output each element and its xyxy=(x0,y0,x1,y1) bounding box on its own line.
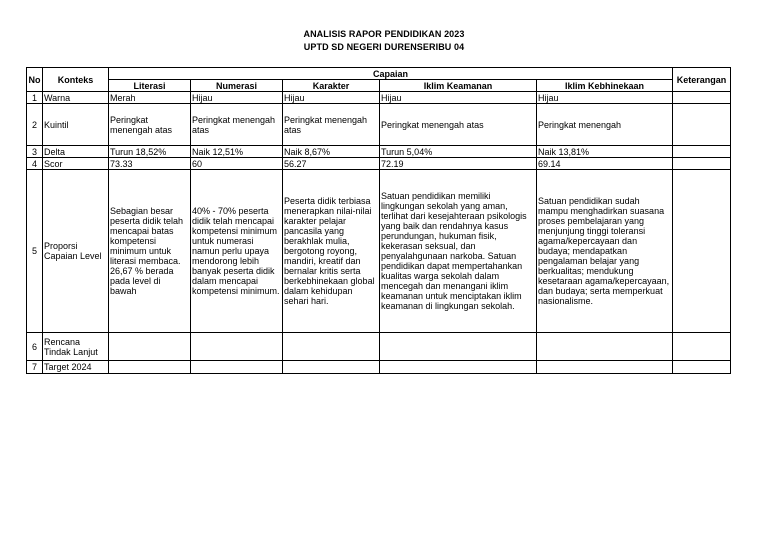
cell-numerasi: Naik 12,51% xyxy=(191,146,283,158)
cell-iklim-kebhinekaan: 69.14 xyxy=(537,158,673,170)
cell-iklim-kebhinekaan xyxy=(537,333,673,361)
cell-keterangan xyxy=(673,104,731,146)
table-row xyxy=(27,158,731,170)
cell-iklim-kebhinekaan: Hijau xyxy=(537,92,673,104)
cell-karakter: Peringkat menengah atas xyxy=(283,104,380,146)
cell-numerasi: Peringkat menengah atas xyxy=(191,104,283,146)
header-no: No xyxy=(27,68,43,92)
table-row xyxy=(27,104,731,146)
row-konteks: Proporsi Capaian Level xyxy=(43,170,109,333)
row-konteks: Rencana Tindak Lanjut xyxy=(43,333,109,361)
cell-iklim-keamanan xyxy=(380,361,537,374)
table-row xyxy=(27,361,731,374)
cell-literasi: Peringkat menengah atas xyxy=(109,104,191,146)
header-karakter: Karakter xyxy=(283,80,380,92)
cell-keterangan xyxy=(673,92,731,104)
cell-numerasi xyxy=(191,361,283,374)
cell-literasi xyxy=(109,333,191,361)
cell-iklim-keamanan: Hijau xyxy=(380,92,537,104)
row-konteks: Scor xyxy=(43,158,109,170)
cell-keterangan xyxy=(673,170,731,333)
cell-karakter xyxy=(283,333,380,361)
cell-karakter: 56.27 xyxy=(283,158,380,170)
report-title: ANALISIS RAPOR PENDIDIKAN 2023 xyxy=(303,29,465,39)
cell-numerasi: Hijau xyxy=(191,92,283,104)
row-no: 3 xyxy=(27,146,43,158)
header-iklim-keamanan: Iklim Keamanan xyxy=(380,80,537,92)
header-iklim-kebhinekaan: Iklim Kebhinekaan xyxy=(537,80,673,92)
cell-iklim-keamanan: Peringkat menengah atas xyxy=(380,104,537,146)
cell-literasi: 73.33 xyxy=(109,158,191,170)
cell-karakter: Peserta didik terbiasa menerapkan nilai-nilai karakter pelajar pancasila yang berakhlak mulia, bergotong royong, mandiri, kreatif dan bernalar kritis serta berkebhinekaan global dalam kehidupan sehari hari. xyxy=(283,170,380,333)
cell-karakter: Naik 8,67% xyxy=(283,146,380,158)
header-konteks: Konteks xyxy=(43,68,109,92)
cell-iklim-kebhinekaan: Naik 13,81% xyxy=(537,146,673,158)
cell-iklim-kebhinekaan: Peringkat menengah xyxy=(537,104,673,146)
cell-iklim-keamanan: Turun 5,04% xyxy=(380,146,537,158)
header-numerasi: Numerasi xyxy=(191,80,283,92)
cell-numerasi xyxy=(191,333,283,361)
cell-literasi xyxy=(109,361,191,374)
school-name: UPTD SD NEGERI DURENSERIBU 04 xyxy=(303,42,465,52)
row-no: 1 xyxy=(27,92,43,104)
table-row xyxy=(27,170,731,333)
table-subheader-row xyxy=(27,80,731,92)
cell-keterangan xyxy=(673,361,731,374)
row-konteks: Delta xyxy=(43,146,109,158)
cell-iklim-keamanan xyxy=(380,333,537,361)
cell-literasi: Merah xyxy=(109,92,191,104)
table-row xyxy=(27,146,731,158)
cell-keterangan xyxy=(673,158,731,170)
row-no: 5 xyxy=(27,170,43,333)
cell-karakter: Hijau xyxy=(283,92,380,104)
table-header-row xyxy=(27,68,731,80)
header-keterangan: Keterangan xyxy=(673,68,731,92)
row-konteks: Target 2024 xyxy=(43,361,109,374)
cell-iklim-keamanan: 72.19 xyxy=(380,158,537,170)
header-literasi: Literasi xyxy=(109,80,191,92)
row-no: 4 xyxy=(27,158,43,170)
cell-iklim-kebhinekaan: Satuan pendidikan sudah mampu menghadirkan suasana proses pembelajaran yang menjunjung tinggi toleransi agama/kepercayaan dan budaya; mendapatkan pengalaman belajar yang berkualitas; mendukung kesetaraan agama/kepercayaan, dan budaya; serta memperkuat nasionalisme. xyxy=(537,170,673,333)
header-capaian: Capaian xyxy=(109,68,673,80)
report-header xyxy=(0,28,768,54)
cell-keterangan xyxy=(673,333,731,361)
cell-iklim-keamanan: Satuan pendidikan memiliki lingkungan sekolah yang aman, terlihat dari kesejahteraan psikologis yang baik dan rendahnya kasus perundungan, hukuman fisik, kekerasan seksual, dan penyalahgunaan narkoba. Satuan pendidikan dapat mempertahankan kualitas warga sekolah dalam mencegah dan menangani iklim keamanan untuk menciptakan iklim keamanan di lingkungan sekolah. xyxy=(380,170,537,333)
report-table xyxy=(26,67,731,374)
row-no: 7 xyxy=(27,361,43,374)
table-row xyxy=(27,333,731,361)
cell-literasi: Sebagian besar peserta didik telah mencapai batas kompetensi minimum untuk literasi membaca. 26,67 % berada pada level di bawah xyxy=(109,170,191,333)
row-no: 2 xyxy=(27,104,43,146)
cell-literasi: Turun 18,52% xyxy=(109,146,191,158)
row-no: 6 xyxy=(27,333,43,361)
cell-keterangan xyxy=(673,146,731,158)
table-row xyxy=(27,92,731,104)
row-konteks: Warna xyxy=(43,92,109,104)
row-konteks: Kuintil xyxy=(43,104,109,146)
cell-numerasi: 40% - 70% peserta didik telah mencapai kompetensi minimum untuk numerasi namun perlu upaya mendorong lebih banyak peserta didik dalam mencapai kompetensi minimum. xyxy=(191,170,283,333)
cell-iklim-kebhinekaan xyxy=(537,361,673,374)
cell-karakter xyxy=(283,361,380,374)
cell-numerasi: 60 xyxy=(191,158,283,170)
